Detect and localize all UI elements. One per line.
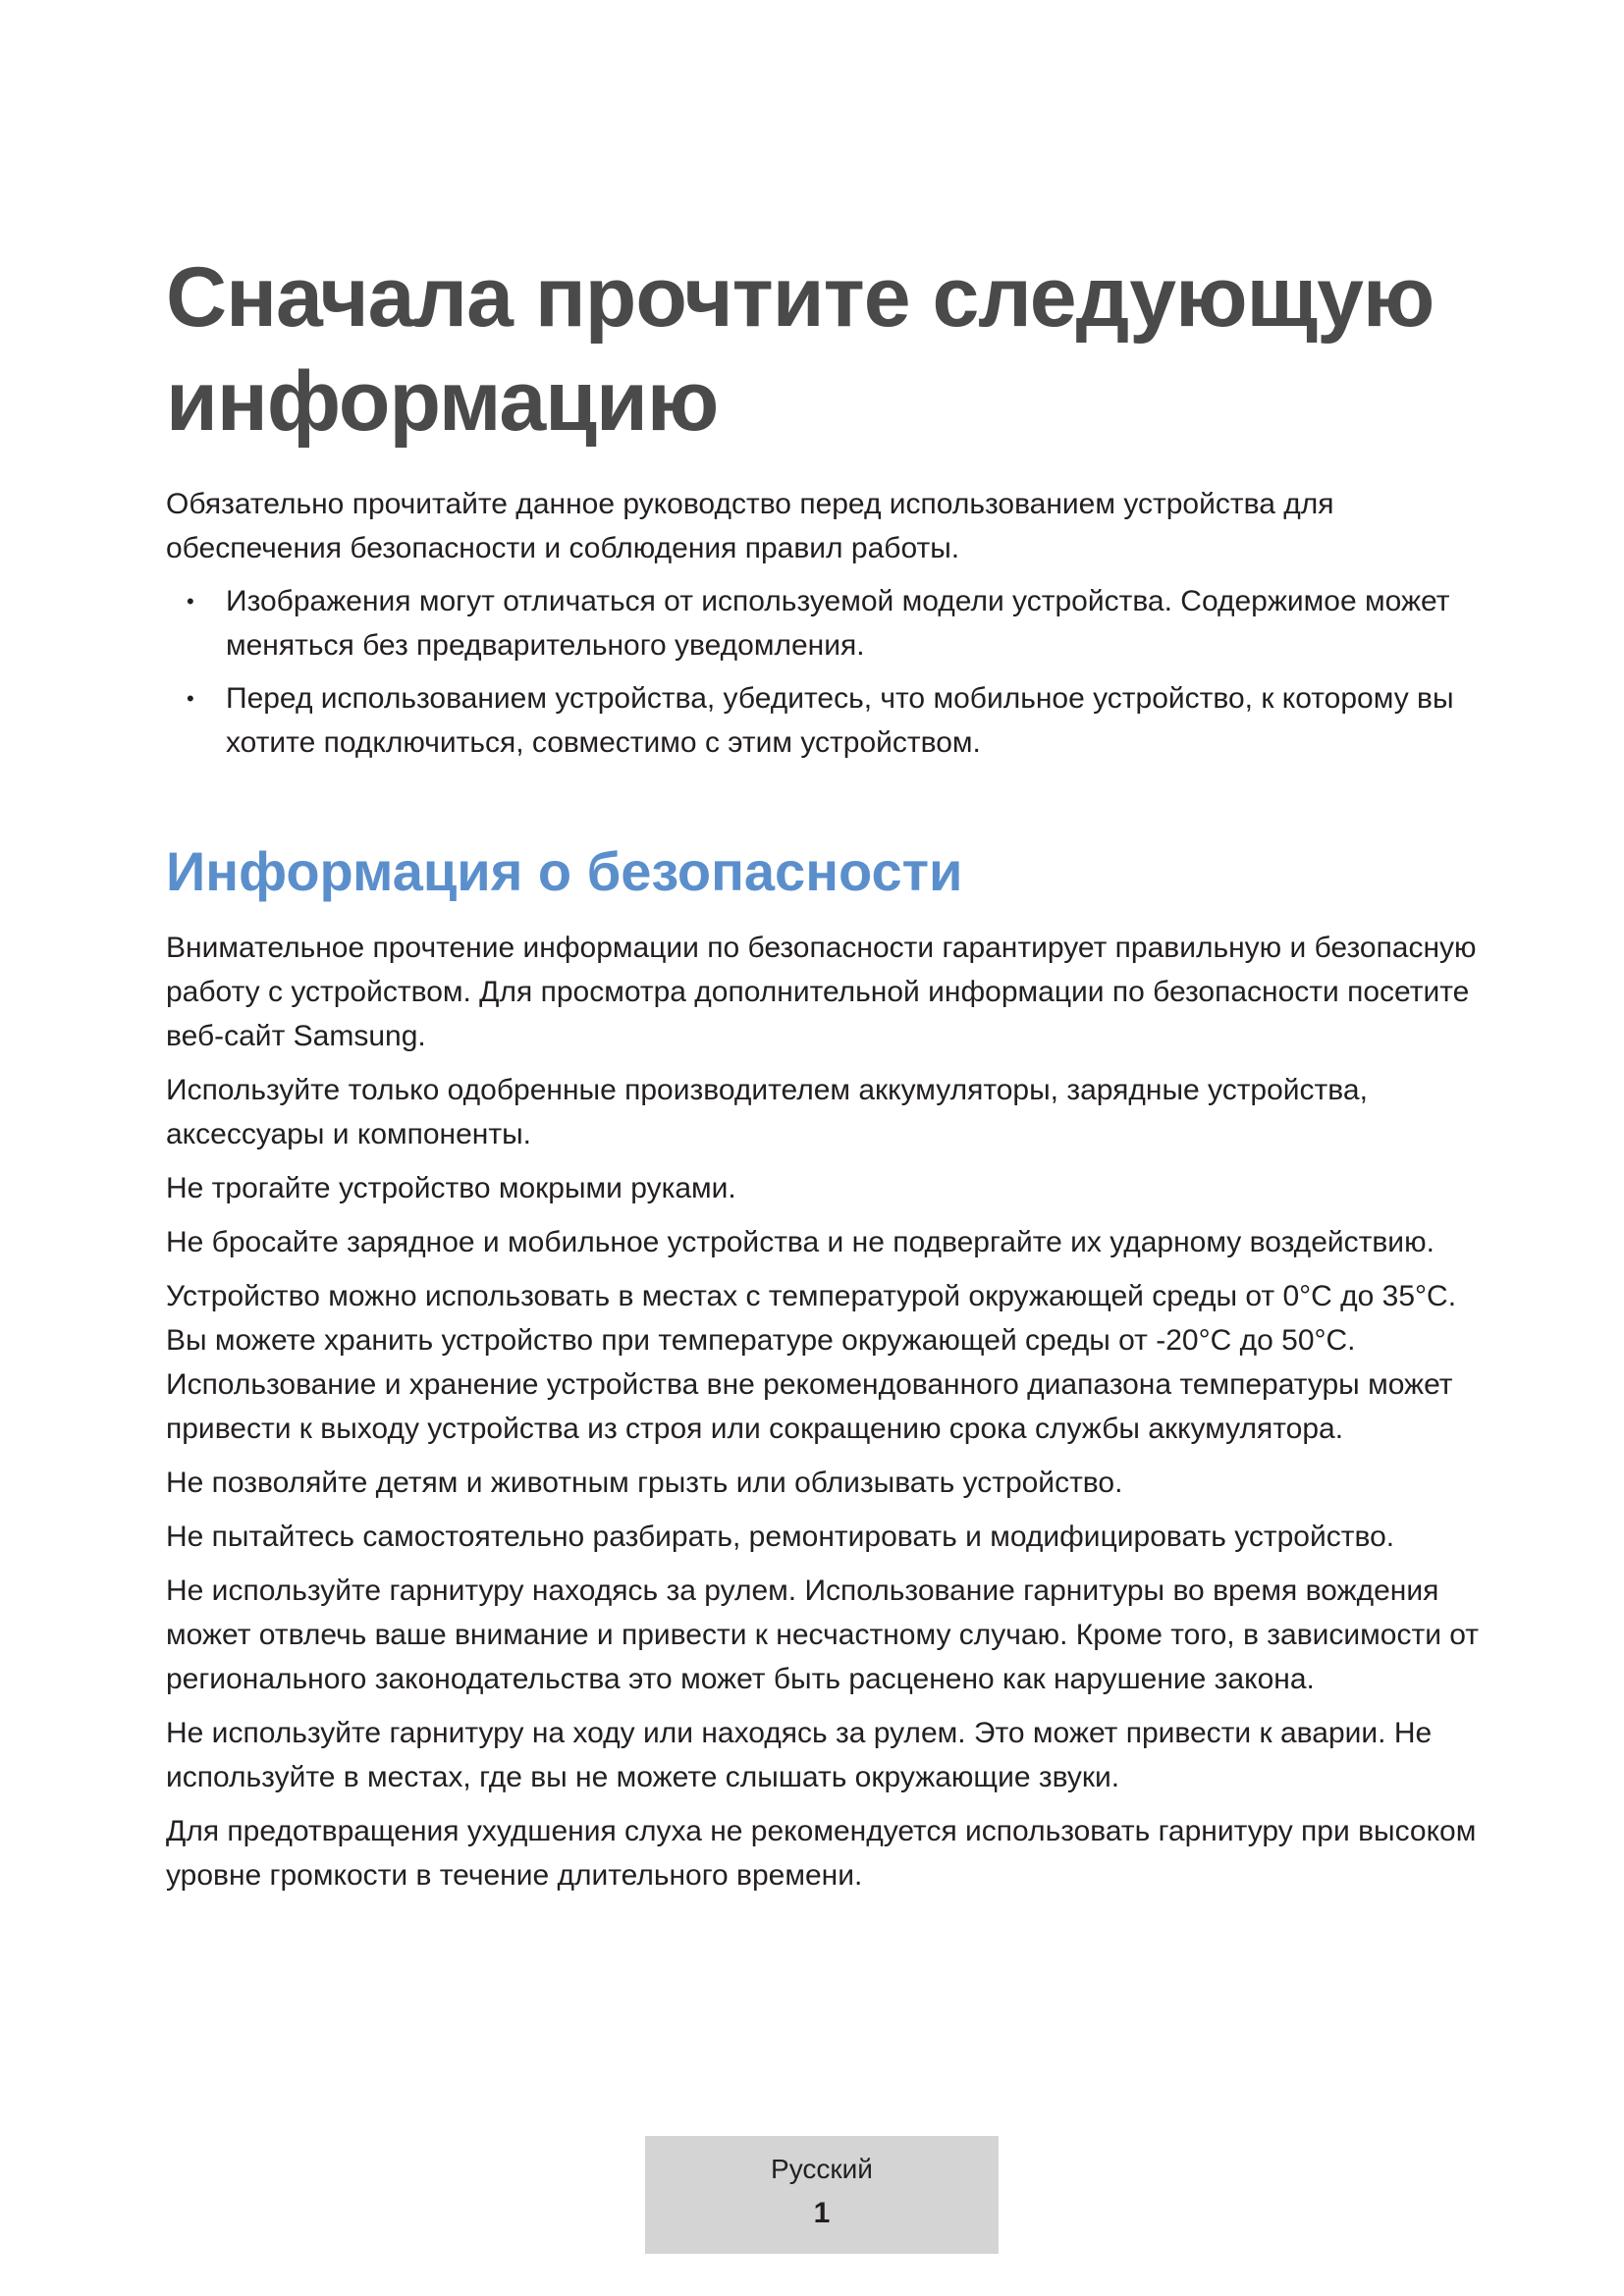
bullet-item	[166, 676, 1482, 765]
bullet-text: Изображения могут отличаться от используемой модели устройства. Содержимое может меняться без предварительного уведомления.	[226, 585, 1450, 662]
safety-paragraph: Не бросайте зарядное и мобильное устройства и не подвергайте их ударному воздействию.	[166, 1226, 1435, 1258]
safety-paragraph: Не позволяйте детям и животным грызть или облизывать устройство.	[166, 1467, 1123, 1499]
safety-paragraph: Используйте только одобренные производителем аккумуляторы, зарядные устройства, аксессуары и компоненты.	[166, 1074, 1368, 1150]
bullet-item	[166, 579, 1482, 667]
page-number: 1	[813, 2197, 831, 2229]
safety-paragraph: Не трогайте устройство мокрыми руками.	[166, 1172, 736, 1204]
footer-language: Русский	[771, 2154, 873, 2184]
page-title	[166, 245, 1482, 454]
intro-paragraph: Обязательно прочитайте данное руководство перед использованием устройства для обеспечения безопасности и соблюдения правил работы.	[166, 488, 1334, 564]
safety-paragraph: Устройство можно использовать в местах с температурой окружающей среды от 0°C до 35°C. Вы можете хранить устройство при температуре окружающей среды от -20°C до 50°C. Использование и хранение устройства вне рекомендованного диапазона температуры может привести к выходу устройства из строя или сокращению срока службы аккумулятора.	[166, 1280, 1457, 1445]
safety-paragraph: Внимательное прочтение информации по безопасности гарантирует правильную и безопасную работу с устройством. Для просмотра дополнительной информации по безопасности посетите веб-сайт Samsung.	[166, 932, 1477, 1052]
safety-paragraph: Не используйте гарнитуру на ходу или находясь за рулем. Это может привести к аварии. Не используйте в местах, где вы не можете слышать окружающие звуки.	[166, 1717, 1433, 1793]
page-title-line-1: Сначала прочтите следующую	[166, 250, 1435, 345]
section-title-safety: Информация о безопасности	[166, 840, 963, 902]
safety-paragraph: Не используйте гарнитуру находясь за рулем. Использование гарнитуры во время вождения может отвлечь ваше внимание и привести к несчастному случаю. Кроме того, в зависимости от регионального законодательства это может быть расценено как нарушение закона.	[166, 1575, 1480, 1695]
intro-bullet-list	[166, 579, 1482, 765]
safety-paragraph: Не пытайтесь самостоятельно разбирать, ремонтировать и модифицировать устройство.	[166, 1521, 1395, 1553]
page-title-line-2: информацию	[166, 354, 719, 449]
page-footer	[645, 2136, 999, 2254]
bullet-icon: •	[187, 589, 194, 614]
safety-paragraph: Для предотвращения ухудшения слуха не рекомендуется использовать гарнитуру при высоком уровне громкости в течение длительного времени.	[166, 1815, 1477, 1892]
bullet-icon: •	[187, 686, 194, 711]
document-content	[166, 245, 1482, 1907]
safety-paragraphs	[166, 926, 1482, 1897]
bullet-text: Перед использованием устройства, убедитесь, что мобильное устройство, к которому вы хотите подключиться, совместимо с этим устройством.	[226, 682, 1454, 759]
